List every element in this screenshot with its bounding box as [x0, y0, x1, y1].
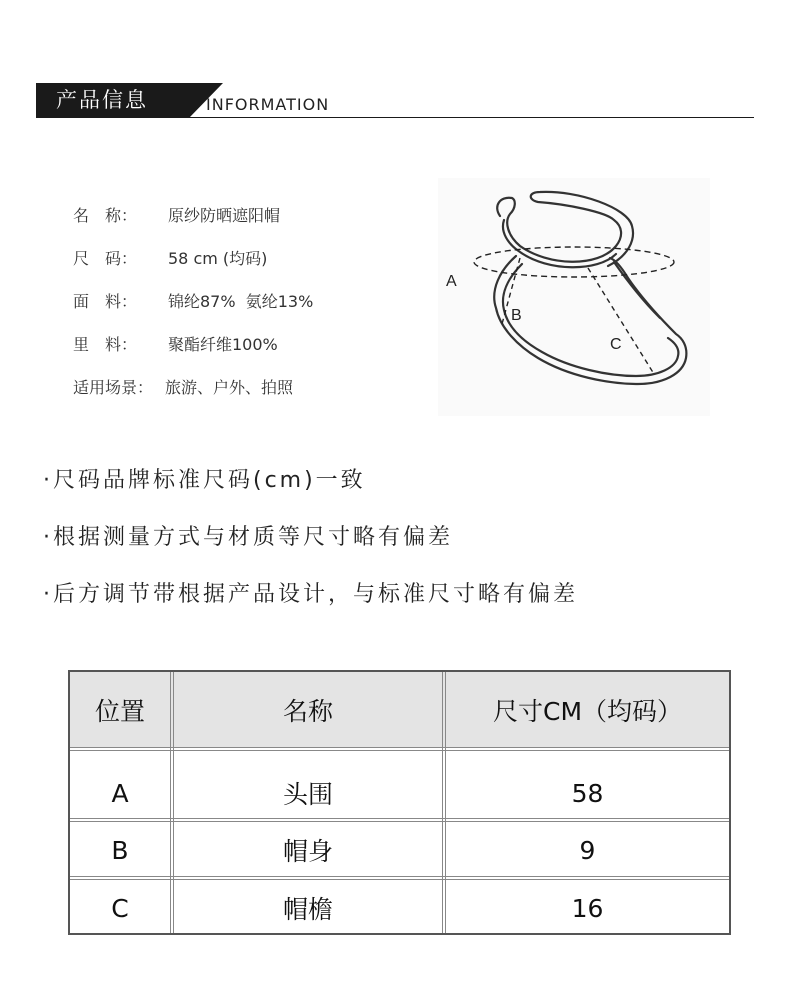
section-title: 产品信息	[36, 83, 189, 118]
note-item: ·后方调节带根据产品设计，与标准尺寸略有偏差	[43, 582, 578, 607]
size-notes	[43, 463, 578, 634]
info-row-lining	[73, 332, 313, 375]
size-table	[68, 670, 731, 935]
info-label: 面 料：	[73, 292, 138, 311]
info-row-name	[73, 203, 313, 246]
table-cell: 头围	[282, 780, 333, 809]
table-cell: A	[111, 778, 129, 808]
note-item: ·尺码品牌标准尺码(cm)一致	[43, 468, 366, 493]
info-label: 尺 码：	[73, 249, 138, 268]
section-header	[36, 83, 754, 119]
table-cell: 16	[571, 893, 604, 923]
header-cell-position: 位置	[94, 697, 145, 726]
table-cell: 9	[579, 835, 596, 865]
header-divider	[36, 117, 754, 118]
info-label: 里 料：	[73, 335, 138, 354]
info-value: 原纱防晒遮阳帽	[168, 206, 281, 225]
info-value: 58 cm (均码)	[168, 249, 268, 268]
info-row-usage	[73, 375, 313, 418]
info-value: 旅游、户外、拍照	[165, 378, 294, 397]
info-value: 锦纶87% 氨纶13%	[168, 292, 314, 311]
note-item: ·根据测量方式与材质等尺寸略有偏差	[43, 525, 453, 550]
diagram-label-b: B	[511, 307, 522, 324]
header-cell-name: 名称	[282, 697, 333, 726]
product-info-list	[73, 203, 313, 418]
info-label: 名 称：	[73, 206, 138, 225]
visor-illustration	[438, 178, 710, 416]
diagram-label-c: C	[610, 336, 622, 353]
info-value: 聚酯纤维100%	[168, 335, 278, 354]
info-row-fabric	[73, 289, 313, 332]
visor-diagram	[438, 178, 710, 416]
info-row-size	[73, 246, 313, 289]
table-cell: 58	[571, 778, 604, 808]
section-subtitle: INFORMATION	[206, 95, 330, 114]
info-label: 适用场景：	[73, 378, 154, 397]
table-cell: C	[111, 893, 129, 923]
table-cell: 帽身	[282, 837, 333, 866]
header-cell-size: 尺寸CM（均码）	[492, 697, 683, 726]
diagram-label-a: A	[446, 273, 457, 290]
table-cell: 帽檐	[282, 895, 333, 924]
table-cell: B	[111, 835, 129, 865]
